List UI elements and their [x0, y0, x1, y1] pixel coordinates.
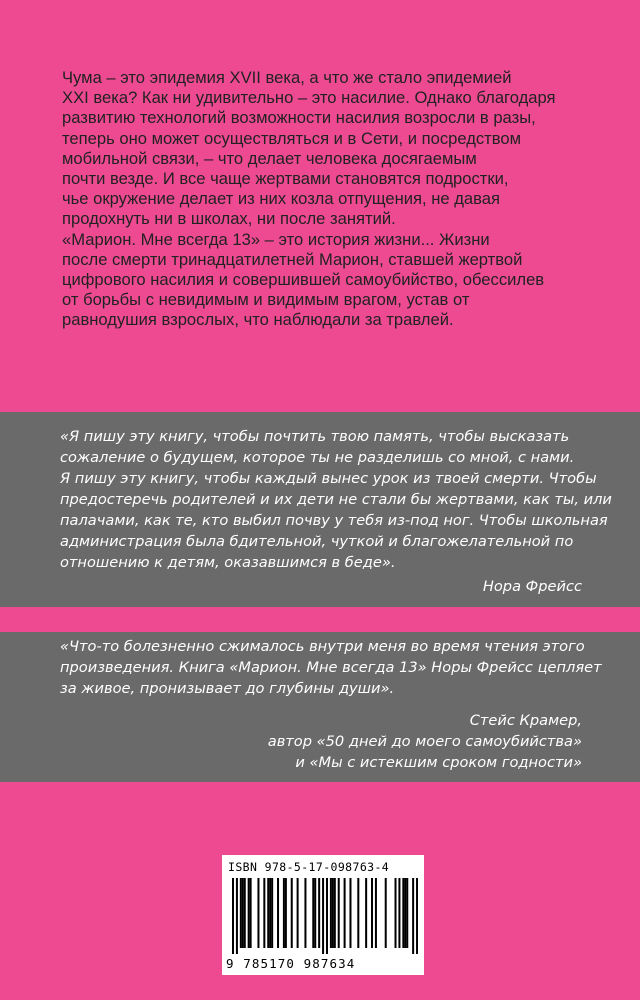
barcode-bar [406, 878, 408, 948]
barcode-bar [332, 878, 334, 948]
quote-line: за живое, пронизывает до глубины души». [60, 680, 395, 697]
barcode-bars [232, 878, 418, 954]
isbn-label: ISBN 978-5-17-098763-4 [228, 860, 390, 874]
barcode-bar [285, 878, 287, 948]
annotation-line: продохнуть ни в школах, ни после занятий. [62, 209, 396, 229]
barcode-bar [385, 878, 387, 948]
barcode-bar [365, 878, 367, 948]
barcode-bar [338, 878, 340, 948]
barcode-bar [283, 878, 285, 948]
barcode-guard-bar [412, 878, 414, 954]
reviewer-line: Стейс Крамер, [469, 712, 582, 729]
author-signature [483, 576, 582, 597]
barcode-bar [244, 878, 246, 948]
annotation-line: равнодушия взрослых, что наблюдали за травлей. [62, 310, 454, 330]
barcode-bar [375, 878, 377, 948]
barcode-bar [330, 878, 332, 948]
quote-line: Я пишу эту книгу, чтобы каждый вынес урок из твоей смерти. Чтобы [60, 470, 597, 487]
annotation-line: после смерти тринадцатилетней Марион, ставшей жертвой [62, 249, 523, 269]
barcode-bar [314, 878, 316, 948]
quote-line: предостеречь родителей и их дети не стали бы жертвами, как ты, или [60, 491, 612, 508]
annotation-line: цифрового насилия и совершившей самоубийство, обессилев [62, 270, 545, 290]
quote-line: «Что-то болезненно сжималось внутри меня во время чтения этого [60, 638, 585, 655]
annotation-line: почти везде. И все чаще жертвами становятся подростки, [62, 169, 509, 189]
ean-digits: 9 785170 987634 [226, 956, 356, 971]
quote-line: сожаление о будущем, которое ты не разделишь со мной, с нами. [60, 449, 575, 466]
barcode-guard-bar [322, 878, 324, 954]
annotation-text [62, 68, 602, 331]
annotation-line: XXI века? Как ни удивительно – это насилие. Однако благодаря [62, 88, 556, 108]
barcode-bar [357, 878, 359, 948]
review-quote [60, 636, 602, 699]
quote-line: произведения. Книга «Марион. Мне всегда 13» Норы Фрейсс цепляет [60, 659, 602, 676]
quote-line: «Я пишу эту книгу, чтобы почтить твою память, чтобы высказать [60, 428, 570, 445]
annotation-line: развитию технологий возможности насилия возросли в разы, [62, 108, 536, 128]
annotation-line: мобильной связи, – что делает человека досягаемым [62, 148, 477, 168]
annotation-line: от борьбы с невидимым и видимым врагом, устав от [62, 290, 470, 310]
barcode-bar [240, 878, 242, 948]
annotation-line: чье окружение делает из них козла отпущения, не давая [62, 189, 500, 209]
barcode-bar [344, 878, 346, 948]
annotation-line: Чума – это эпидемия XVII века, а что же стало эпидемией [62, 68, 512, 87]
barcode-bar [312, 878, 314, 948]
barcode-bar [349, 878, 351, 948]
barcode-bar [404, 878, 406, 948]
quote-line: администрация была бдительной, чуткой и благожелательной по [60, 533, 574, 550]
reviewer-signature [268, 710, 582, 773]
barcode-bar [402, 878, 404, 948]
barcode-bar [277, 878, 279, 948]
barcode-bar [269, 878, 271, 948]
barcode-bar [304, 878, 306, 948]
barcode-bar [248, 878, 250, 948]
barcode-bar [398, 878, 400, 948]
barcode-block [222, 855, 424, 975]
barcode-guard-bar [416, 878, 418, 954]
barcode-bar [334, 878, 336, 948]
barcode-bar [395, 878, 397, 948]
barcode-bar [257, 878, 259, 948]
quote-line: отношению к детям, оказавшимся в беде». [60, 554, 396, 571]
barcode-bar [271, 878, 273, 948]
quote-line: палачами, как те, кто выбил почву у тебя из-под ног. Чтобы школьная [60, 512, 608, 529]
reviewer-line: и «Мы с истекшим сроком годности» [295, 754, 582, 771]
barcode-bar [242, 878, 244, 948]
barcode-bar [318, 878, 320, 948]
barcode-guard-bar [326, 878, 328, 954]
author-line: Нора Фрейсс [482, 578, 582, 595]
annotation-line: «Марион. Мне всегда 13» – это история жизни... Жизни [62, 229, 490, 249]
barcode-bar [267, 878, 269, 948]
author-quote [60, 426, 612, 573]
barcode-bar [250, 878, 252, 948]
annotation-line: теперь оно может осуществляться и в Сети, и посредством [62, 128, 522, 148]
barcode-bar [291, 878, 293, 948]
barcode-bar [263, 878, 265, 948]
reviewer-line: автор «50 дней до моего самоубийства» [267, 733, 582, 750]
barcode-bar [297, 878, 299, 948]
barcode-guard-bar [232, 878, 234, 954]
barcode-bar [371, 878, 373, 948]
barcode-guard-bar [236, 878, 238, 954]
